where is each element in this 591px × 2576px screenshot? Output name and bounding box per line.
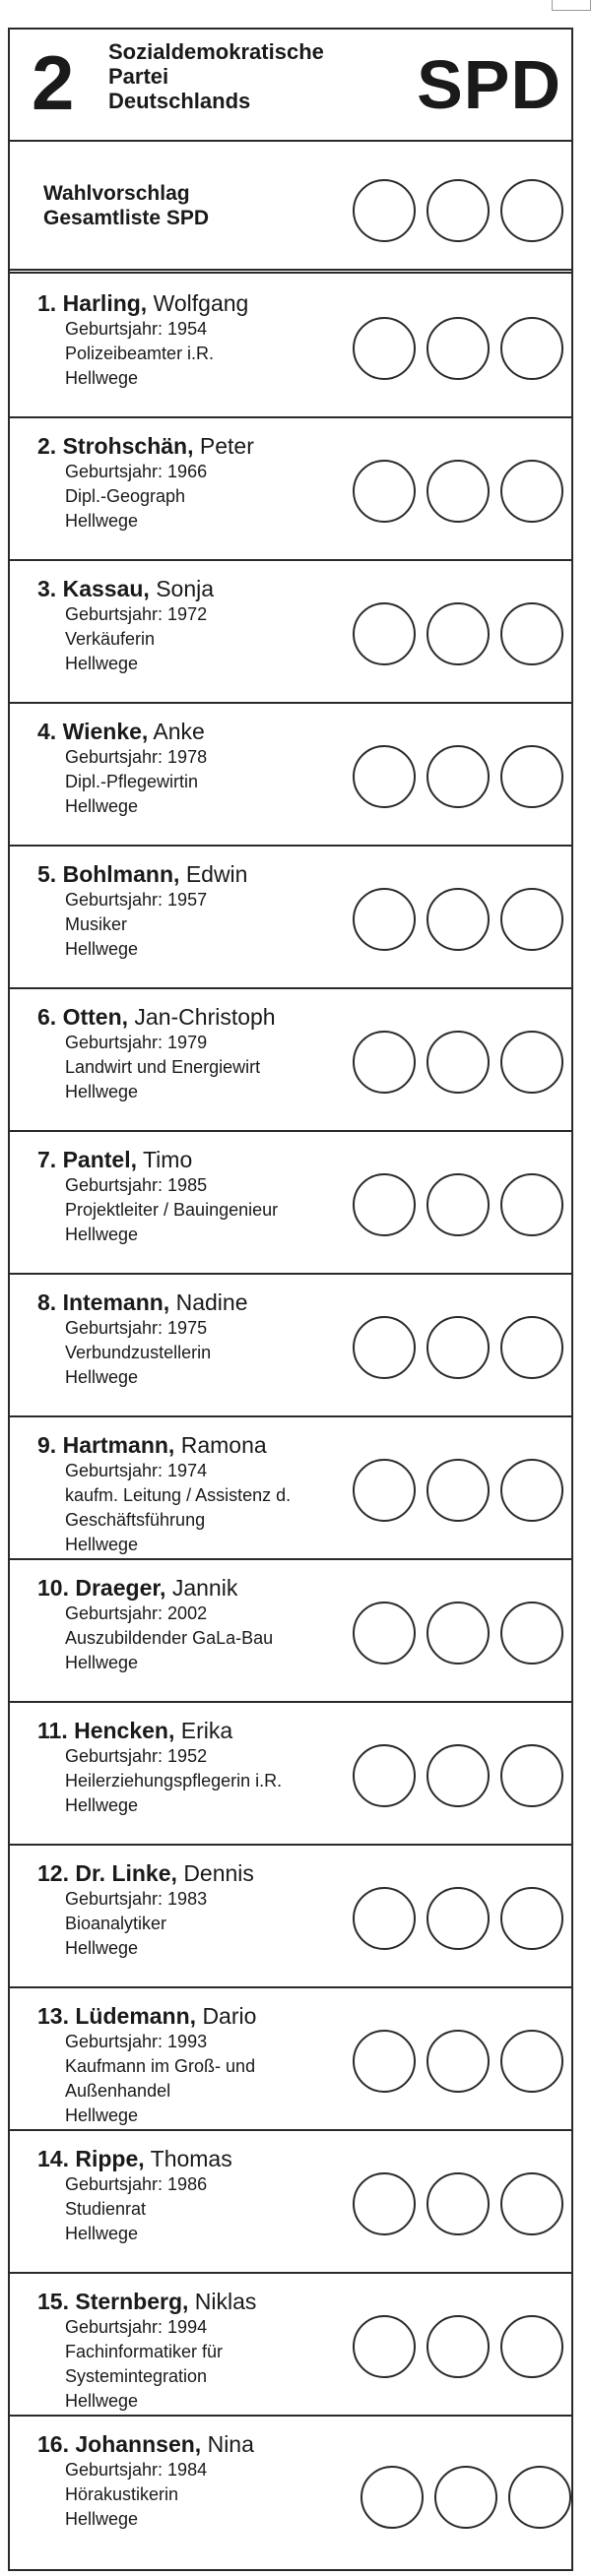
candidate-detail-line: Hellwege [65, 368, 139, 388]
party-number: 2 [32, 39, 75, 126]
candidate-detail-line: Hellwege [65, 1535, 139, 1554]
vote-circle[interactable] [500, 2030, 563, 2093]
candidate-surname: Sternberg, [75, 2289, 189, 2314]
candidate-detail-line: Dipl.-Geograph [65, 486, 186, 506]
candidate-detail-line: Landwirt und Energiewirt [65, 1057, 261, 1077]
candidate-surname: Harling, [62, 290, 148, 316]
candidate-firstname: Nadine [175, 1289, 248, 1315]
candidate-info [37, 1574, 273, 1675]
candidate-detail-line: kaufm. Leitung / Assistenz d. [65, 1485, 292, 1505]
candidate-row [10, 1560, 571, 1703]
candidate-row [10, 1417, 571, 1560]
vote-circle[interactable] [361, 2466, 424, 2529]
vote-circle[interactable] [427, 460, 490, 523]
candidate-detail-line: Verkäuferin [65, 629, 156, 649]
candidate-vote-circles [353, 460, 563, 523]
vote-circle[interactable] [353, 2315, 416, 2378]
candidate-row [10, 418, 571, 561]
ballot-sheet [8, 28, 573, 2571]
candidate-firstname: Dennis [183, 1860, 254, 1886]
vote-circle[interactable] [353, 1887, 416, 1950]
candidate-name [37, 860, 247, 888]
party-name-line: Sozialdemokratische [108, 39, 324, 64]
candidate-detail-line: Fachinformatiker für [65, 2342, 224, 2361]
candidate-number: 6. [37, 1004, 57, 1030]
party-header [10, 30, 571, 142]
candidate-detail-line: Geburtsjahr: 1966 [65, 462, 208, 481]
list-vote-circles [353, 179, 563, 242]
candidate-info [37, 575, 214, 676]
corner-tab [552, 0, 591, 11]
candidate-detail-line: Heilerziehungspflegerin i.R. [65, 1771, 283, 1791]
candidate-detail-line: Hellwege [65, 2509, 139, 2529]
candidate-row [10, 989, 571, 1132]
candidate-firstname: Niklas [194, 2289, 257, 2314]
candidate-detail-line: Musiker [65, 914, 128, 934]
candidate-detail-line: Außenhandel [65, 2081, 171, 2101]
candidate-detail-line: Hellwege [65, 939, 139, 959]
vote-circle[interactable] [427, 2315, 490, 2378]
candidate-detail-line: Geburtsjahr: 1957 [65, 890, 208, 910]
candidate-detail-line: Hellwege [65, 1653, 139, 1672]
vote-circle[interactable] [353, 1744, 416, 1807]
vote-circle[interactable] [353, 179, 416, 242]
candidate-number: 1. [37, 290, 57, 316]
vote-circle[interactable] [427, 602, 490, 665]
candidate-detail-line: Hellwege [65, 511, 139, 531]
candidate-info [37, 2002, 256, 2128]
candidate-detail-line: Auszubildender GaLa-Bau [65, 1628, 274, 1648]
party-name-line: Partei [108, 64, 169, 89]
vote-circle[interactable] [500, 602, 563, 665]
candidate-detail-line: Hellwege [65, 1795, 139, 1815]
vote-circle[interactable] [500, 460, 563, 523]
candidate-detail-line: Geburtsjahr: 1952 [65, 1746, 208, 1766]
candidate-vote-circles [353, 888, 563, 951]
candidate-number: 5. [37, 861, 57, 887]
candidate-surname: Rippe, [75, 2146, 145, 2171]
candidate-vote-circles [353, 1173, 563, 1236]
candidate-detail-line: Hellwege [65, 1225, 139, 1244]
candidate-detail-line: Geburtsjahr: 1985 [65, 1175, 208, 1195]
candidate-vote-circles [353, 1887, 563, 1950]
candidate-surname: Otten, [62, 1004, 129, 1030]
vote-circle[interactable] [500, 1173, 563, 1236]
vote-circle[interactable] [353, 1459, 416, 1522]
vote-circle[interactable] [427, 317, 490, 380]
vote-circle[interactable] [427, 1887, 490, 1950]
candidate-info [37, 2145, 232, 2246]
candidate-vote-circles [353, 1459, 563, 1522]
candidate-detail-line: Hellwege [65, 2224, 139, 2243]
candidate-name [37, 1717, 282, 1744]
candidate-detail-line: Hellwege [65, 796, 139, 816]
candidate-number: 15. [37, 2289, 69, 2314]
vote-circle[interactable] [427, 1031, 490, 1094]
vote-circle[interactable] [500, 1887, 563, 1950]
vote-circle[interactable] [500, 1031, 563, 1094]
vote-circle[interactable] [427, 2030, 490, 2093]
candidate-name [37, 1288, 247, 1316]
candidate-detail-line: Hellwege [65, 2105, 139, 2125]
candidate-firstname: Dario [202, 2003, 257, 2029]
candidate-number: 4. [37, 719, 57, 744]
candidate-surname: Draeger, [75, 1575, 166, 1601]
candidate-surname: Bohlmann, [62, 861, 180, 887]
candidate-vote-circles [353, 1744, 563, 1807]
candidate-surname: Intemann, [62, 1289, 170, 1315]
vote-circle[interactable] [500, 1744, 563, 1807]
candidate-number: 16. [37, 2431, 69, 2457]
candidate-detail-line: Verbundzustellerin [65, 1343, 212, 1362]
candidate-number: 10. [37, 1575, 69, 1601]
vote-circle[interactable] [427, 179, 490, 242]
vote-circle[interactable] [500, 2315, 563, 2378]
vote-circle[interactable] [427, 1316, 490, 1379]
candidate-row [10, 2274, 571, 2417]
candidate-firstname: Nina [207, 2431, 254, 2457]
candidate-surname: Hartmann, [62, 1432, 175, 1458]
candidate-name [37, 1431, 291, 1459]
vote-circle[interactable] [427, 1602, 490, 1665]
candidate-surname: Wienke, [62, 719, 149, 744]
candidate-row [10, 561, 571, 704]
candidate-detail-line: Kaufmann im Groß- und [65, 2056, 256, 2076]
candidate-vote-circles [353, 602, 563, 665]
vote-circle[interactable] [353, 317, 416, 380]
vote-circle[interactable] [353, 2030, 416, 2093]
candidate-firstname: Wolfgang [153, 290, 249, 316]
candidate-firstname: Ramona [180, 1432, 267, 1458]
candidate-firstname: Thomas [150, 2146, 232, 2171]
candidate-info [37, 1003, 276, 1104]
candidate-detail-line: Hörakustikerin [65, 2484, 179, 2504]
vote-circle[interactable] [353, 745, 416, 808]
vote-circle[interactable] [427, 745, 490, 808]
candidate-name [37, 1574, 273, 1602]
candidate-detail-line: Dipl.-Pflegewirtin [65, 772, 199, 791]
candidate-detail-line: Geburtsjahr: 1993 [65, 2032, 208, 2051]
candidate-number: 9. [37, 1432, 57, 1458]
vote-circle[interactable] [427, 2172, 490, 2235]
candidate-number: 8. [37, 1289, 57, 1315]
candidate-row [10, 1988, 571, 2131]
candidate-info [37, 860, 247, 962]
vote-circle[interactable] [353, 1316, 416, 1379]
candidate-row [10, 2131, 571, 2274]
vote-circle[interactable] [500, 1316, 563, 1379]
candidate-name [37, 1146, 278, 1173]
candidate-number: 3. [37, 576, 57, 601]
candidate-info [37, 1431, 291, 1557]
candidate-row [10, 1275, 571, 1417]
candidate-row [10, 1132, 571, 1275]
candidate-detail-line: Projektleiter / Bauingenieur [65, 1200, 279, 1220]
candidate-row [10, 1846, 571, 1988]
vote-circle[interactable] [500, 317, 563, 380]
candidate-name [37, 2288, 256, 2315]
vote-circle[interactable] [508, 2466, 571, 2529]
candidate-detail-line: Geschäftsführung [65, 1510, 206, 1530]
vote-circle[interactable] [353, 1602, 416, 1665]
candidate-row [10, 1703, 571, 1846]
candidate-name [37, 2002, 256, 2030]
candidate-surname: Hencken, [74, 1718, 175, 1743]
candidate-detail-line: Hellwege [65, 2391, 139, 2411]
vote-circle[interactable] [427, 1744, 490, 1807]
vote-circle[interactable] [427, 888, 490, 951]
candidate-detail-line: Geburtsjahr: 1975 [65, 1318, 208, 1338]
candidate-detail-line: Geburtsjahr: 1978 [65, 747, 208, 767]
vote-circle[interactable] [500, 888, 563, 951]
candidate-surname: Lüdemann, [75, 2003, 197, 2029]
candidate-info [37, 1146, 278, 1247]
candidate-name [37, 289, 248, 317]
candidate-name [37, 2145, 232, 2172]
list-vote-label-line: Wahlvorschlag [43, 182, 190, 205]
candidate-detail-line: Geburtsjahr: 1984 [65, 2460, 208, 2480]
candidate-number: 13. [37, 2003, 69, 2029]
candidate-vote-circles [353, 317, 563, 380]
candidate-detail-line: Geburtsjahr: 1972 [65, 604, 208, 624]
candidate-name [37, 718, 207, 745]
candidate-firstname: Edwin [185, 861, 248, 887]
candidate-detail-line: Geburtsjahr: 1983 [65, 1889, 208, 1909]
vote-circle[interactable] [353, 460, 416, 523]
list-vote-row [10, 140, 571, 274]
candidate-surname: Johannsen, [75, 2431, 202, 2457]
candidate-info [37, 289, 248, 391]
candidate-detail-line: Geburtsjahr: 2002 [65, 1603, 208, 1623]
candidate-row [10, 704, 571, 847]
candidate-number: 2. [37, 433, 57, 459]
candidate-detail-line: Studienrat [65, 2199, 147, 2219]
candidate-info [37, 1859, 254, 1961]
candidate-detail-line: Bioanalytiker [65, 1914, 167, 1933]
candidate-firstname: Sonja [156, 576, 215, 601]
vote-circle[interactable] [500, 745, 563, 808]
candidate-number: 11. [37, 1718, 68, 1743]
candidate-vote-circles [353, 1602, 563, 1665]
candidate-detail-line: Systemintegration [65, 2366, 208, 2386]
candidate-info [37, 432, 254, 534]
candidate-vote-circles [353, 1031, 563, 1094]
candidate-detail-line: Hellwege [65, 1367, 139, 1387]
candidate-detail-line: Geburtsjahr: 1979 [65, 1033, 208, 1052]
candidate-detail-line: Polizeibeamter i.R. [65, 344, 215, 363]
list-vote-label [43, 181, 209, 230]
candidate-name [37, 1859, 254, 1887]
candidate-vote-circles [353, 745, 563, 808]
candidate-vote-circles [353, 2172, 563, 2235]
vote-circle[interactable] [353, 1173, 416, 1236]
candidate-number: 7. [37, 1147, 57, 1172]
vote-circle[interactable] [500, 1602, 563, 1665]
candidate-info [37, 1717, 282, 1818]
candidate-detail-line: Hellwege [65, 1938, 139, 1958]
vote-circle[interactable] [353, 1031, 416, 1094]
list-vote-label-line: Gesamtliste SPD [43, 207, 210, 229]
candidate-info [37, 2430, 254, 2532]
vote-circle[interactable] [427, 1173, 490, 1236]
candidate-number: 14. [37, 2146, 69, 2171]
candidate-firstname: Erika [180, 1718, 233, 1743]
candidate-row [10, 2417, 571, 2559]
candidate-vote-circles [353, 2030, 563, 2093]
vote-circle[interactable] [500, 179, 563, 242]
candidate-detail-line: Geburtsjahr: 1954 [65, 319, 208, 339]
candidate-surname: Pantel, [62, 1147, 137, 1172]
vote-circle[interactable] [353, 2172, 416, 2235]
candidate-detail-line: Geburtsjahr: 1994 [65, 2317, 208, 2337]
vote-circle[interactable] [353, 602, 416, 665]
candidate-name [37, 575, 214, 602]
vote-circle[interactable] [353, 888, 416, 951]
candidate-firstname: Jannik [171, 1575, 238, 1601]
candidate-vote-circles [353, 1316, 563, 1379]
party-abbreviation: SPD [417, 46, 561, 123]
candidate-number: 12. [37, 1860, 69, 1886]
candidate-detail-line: Hellwege [65, 654, 139, 673]
candidate-firstname: Peter [199, 433, 254, 459]
candidate-firstname: Timo [142, 1147, 193, 1172]
vote-circle[interactable] [500, 2172, 563, 2235]
candidate-info [37, 1288, 247, 1390]
candidate-detail-line: Geburtsjahr: 1974 [65, 1461, 208, 1480]
candidate-info [37, 718, 207, 819]
candidate-name [37, 1003, 276, 1031]
candidate-vote-circles [353, 2315, 563, 2378]
candidate-name [37, 432, 254, 460]
candidate-surname: Kassau, [62, 576, 150, 601]
candidate-info [37, 2288, 256, 2414]
candidate-surname: Dr. Linke, [75, 1860, 177, 1886]
candidate-surname: Strohschän, [62, 433, 194, 459]
candidate-detail-line: Geburtsjahr: 1986 [65, 2174, 208, 2194]
candidate-firstname: Jan-Christoph [134, 1004, 276, 1030]
candidate-name [37, 2430, 254, 2458]
candidate-row [10, 276, 571, 418]
candidate-detail-line: Hellwege [65, 1082, 139, 1101]
candidate-vote-circles [361, 2466, 571, 2529]
vote-circle[interactable] [427, 1459, 490, 1522]
vote-circle[interactable] [500, 1459, 563, 1522]
vote-circle[interactable] [434, 2466, 497, 2529]
candidate-firstname: Anke [153, 719, 205, 744]
party-full-name [108, 39, 324, 113]
candidate-row [10, 847, 571, 989]
party-name-line: Deutschlands [108, 89, 251, 113]
